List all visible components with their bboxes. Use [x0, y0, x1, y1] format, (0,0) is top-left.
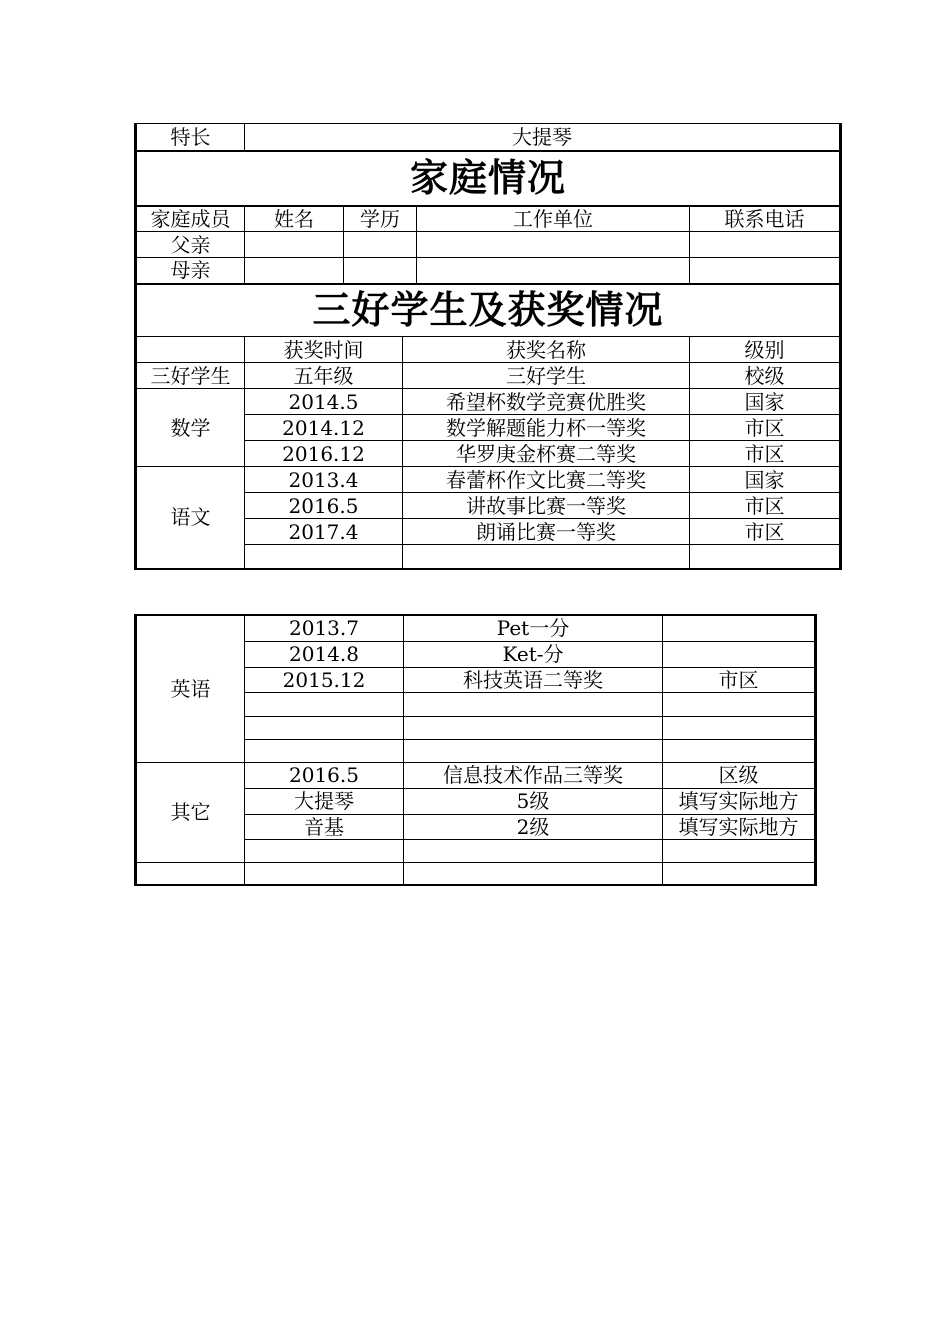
- award-name: 5级: [404, 788, 663, 814]
- empty-cell[interactable]: [663, 716, 816, 739]
- mother-employer-cell[interactable]: [417, 258, 690, 284]
- award-time: 音基: [245, 814, 404, 839]
- awards-header-time: 获奖时间: [245, 337, 403, 363]
- award-time: 2013.4: [245, 467, 403, 493]
- mother-phone-cell[interactable]: [690, 258, 841, 284]
- english-award-row: [136, 615, 816, 641]
- award-level: 国家: [690, 467, 841, 493]
- empty-cell[interactable]: [404, 862, 663, 885]
- award-time: 2014.12: [245, 415, 403, 441]
- award-time: 2014.8: [245, 641, 404, 667]
- empty-cell[interactable]: [136, 862, 245, 885]
- award-time: 2014.5: [245, 389, 403, 415]
- family-header-name: 姓名: [245, 206, 344, 232]
- award-level: [663, 615, 816, 641]
- awards-header-name: 获奖名称: [403, 337, 690, 363]
- empty-cell[interactable]: [245, 839, 404, 862]
- award-time: 2016.5: [245, 762, 404, 788]
- empty-cell[interactable]: [403, 545, 690, 569]
- family-header-employer: 工作单位: [417, 206, 690, 232]
- award-level: 市区: [690, 493, 841, 519]
- merit-award-name: 三好学生: [403, 363, 690, 389]
- award-level: 填写实际地方: [663, 788, 816, 814]
- award-time: 2013.7: [245, 615, 404, 641]
- student-info-table: [134, 123, 842, 570]
- family-header-phone: 联系电话: [690, 206, 841, 232]
- merit-time: 五年级: [245, 363, 403, 389]
- award-name: 朗诵比赛一等奖: [403, 519, 690, 545]
- award-level: 国家: [690, 389, 841, 415]
- award-level: 市区: [690, 519, 841, 545]
- empty-cell[interactable]: [245, 862, 404, 885]
- math-category: 数学: [136, 389, 245, 467]
- award-level: [663, 641, 816, 667]
- award-level: 区级: [663, 762, 816, 788]
- merit-category: 三好学生: [136, 363, 245, 389]
- award-level: 市区: [690, 415, 841, 441]
- award-name: Pet一分: [404, 615, 663, 641]
- chinese-category: 语文: [136, 467, 245, 569]
- empty-cell[interactable]: [663, 739, 816, 762]
- mother-education-cell[interactable]: [344, 258, 417, 284]
- family-header-member: 家庭成员: [136, 206, 245, 232]
- family-member-mother: 母亲: [136, 258, 245, 284]
- award-name: 华罗庚金杯赛二等奖: [403, 441, 690, 467]
- award-time: 2016.5: [245, 493, 403, 519]
- family-header-education: 学历: [344, 206, 417, 232]
- father-name-cell[interactable]: [245, 232, 344, 258]
- awards-header-row: [136, 337, 841, 363]
- award-time: 2016.12: [245, 441, 403, 467]
- award-name: 春蕾杯作文比赛二等奖: [403, 467, 690, 493]
- award-name: 希望杯数学竞赛优胜奖: [403, 389, 690, 415]
- family-section-title: 家庭情况: [136, 151, 841, 206]
- family-member-father: 父亲: [136, 232, 245, 258]
- award-level: 填写实际地方: [663, 814, 816, 839]
- award-name: 讲故事比赛一等奖: [403, 493, 690, 519]
- award-time: 2015.12: [245, 667, 404, 692]
- awards-header-level: 级别: [690, 337, 841, 363]
- empty-cell[interactable]: [245, 739, 404, 762]
- family-heading-row: [136, 151, 841, 206]
- empty-cell[interactable]: [663, 862, 816, 885]
- empty-cell[interactable]: [245, 716, 404, 739]
- awards-continued-table: [134, 614, 817, 886]
- other-category: 其它: [136, 762, 245, 862]
- awards-header-category: [136, 337, 245, 363]
- family-row-mother: [136, 258, 841, 284]
- specialty-value: 大提琴: [245, 124, 841, 151]
- awards-heading-row: [136, 284, 841, 337]
- english-category: 英语: [136, 615, 245, 762]
- final-empty-row: [136, 862, 816, 885]
- empty-cell[interactable]: [404, 716, 663, 739]
- merit-level: 校级: [690, 363, 841, 389]
- award-name: 科技英语二等奖: [404, 667, 663, 692]
- empty-cell[interactable]: [245, 545, 403, 569]
- other-award-row: [136, 762, 816, 788]
- math-award-row: [136, 389, 841, 415]
- empty-cell[interactable]: [245, 692, 404, 716]
- award-name: 数学解题能力杯一等奖: [403, 415, 690, 441]
- empty-cell[interactable]: [663, 839, 816, 862]
- father-phone-cell[interactable]: [690, 232, 841, 258]
- award-level: 市区: [690, 441, 841, 467]
- empty-cell[interactable]: [404, 739, 663, 762]
- award-name: 信息技术作品三等奖: [404, 762, 663, 788]
- award-name: Ket-分: [404, 641, 663, 667]
- award-time: 2017.4: [245, 519, 403, 545]
- father-employer-cell[interactable]: [417, 232, 690, 258]
- chinese-award-row: [136, 467, 841, 493]
- family-header-row: [136, 206, 841, 232]
- family-row-father: [136, 232, 841, 258]
- empty-cell[interactable]: [404, 839, 663, 862]
- mother-name-cell[interactable]: [245, 258, 344, 284]
- specialty-label: 特长: [136, 124, 245, 151]
- empty-cell[interactable]: [404, 692, 663, 716]
- award-name: 2级: [404, 814, 663, 839]
- father-education-cell[interactable]: [344, 232, 417, 258]
- empty-cell[interactable]: [690, 545, 841, 569]
- award-time: 大提琴: [245, 788, 404, 814]
- empty-cell[interactable]: [663, 692, 816, 716]
- specialty-row: [136, 124, 841, 151]
- award-level: 市区: [663, 667, 816, 692]
- awards-section-title: 三好学生及获奖情况: [136, 284, 841, 337]
- merit-student-row: [136, 363, 841, 389]
